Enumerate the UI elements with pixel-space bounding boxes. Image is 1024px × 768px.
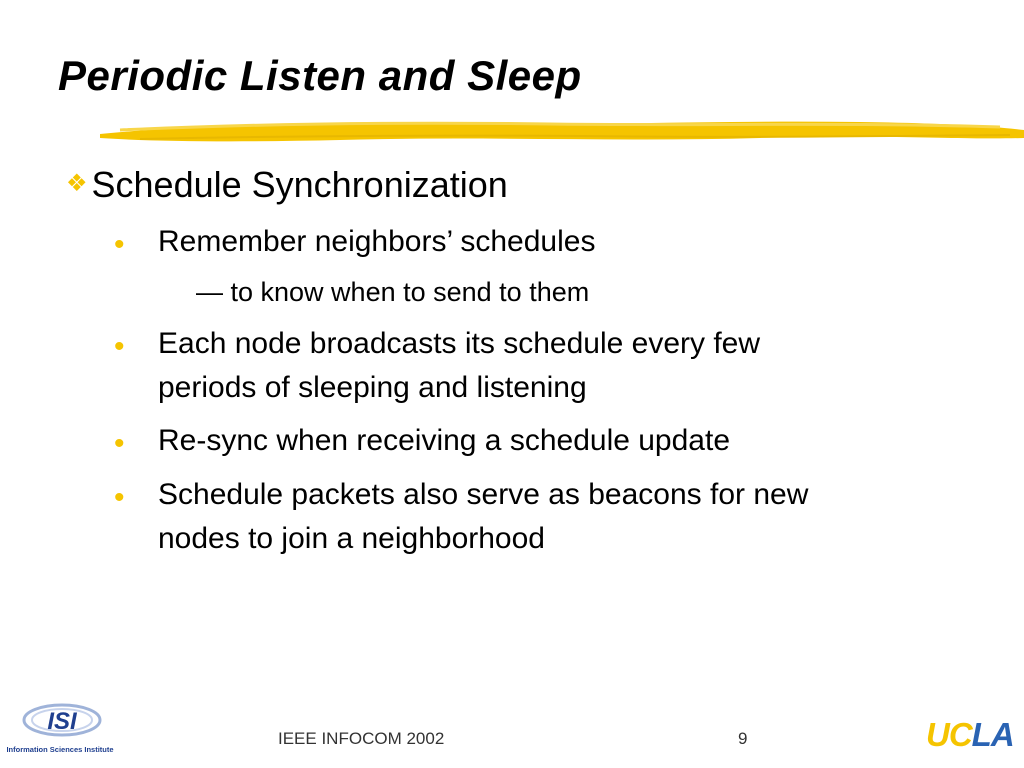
isi-logo-text: ISI (47, 708, 77, 735)
list-item-line: nodes to join a neighborhood (158, 522, 545, 555)
list-item-resync: Re-sync when receiving a schedule update (158, 424, 731, 457)
page-number: 9 (738, 729, 748, 748)
ucla-logo-part2: LA (971, 716, 1014, 753)
list-item-remember-schedules: Remember neighbors’ schedules (158, 225, 596, 258)
heading-text: Schedule Synchronization (91, 164, 508, 205)
list-item-line: Each node broadcasts its schedule every few (158, 327, 761, 360)
list-item-line: Schedule packets also serve as beacons for new (158, 478, 809, 511)
list-item-line: periods of sleeping and listening (158, 371, 587, 404)
bullet-icon: • (114, 330, 125, 363)
list-item-beacons (158, 473, 808, 561)
footer-conference: IEEE INFOCOM 2002 (278, 729, 445, 748)
list-item-broadcast-schedule (158, 322, 760, 410)
slide-title: Periodic Listen and Sleep (58, 52, 582, 99)
title-underline-brushstroke (100, 112, 1024, 150)
sub-item-know-when-to-send: — to know when to send to them (196, 277, 590, 307)
ucla-logo (926, 716, 1014, 754)
isi-logo (6, 700, 114, 760)
ucla-logo-part1: UC (926, 716, 972, 753)
diamond-bullet-icon: ❖ (66, 170, 88, 197)
bullet-icon: • (114, 427, 125, 460)
heading-schedule-sync (66, 164, 508, 206)
bullet-icon: • (114, 481, 125, 514)
bullet-icon: • (114, 228, 125, 261)
isi-logo-caption: Information Sciences Institute (6, 745, 114, 754)
